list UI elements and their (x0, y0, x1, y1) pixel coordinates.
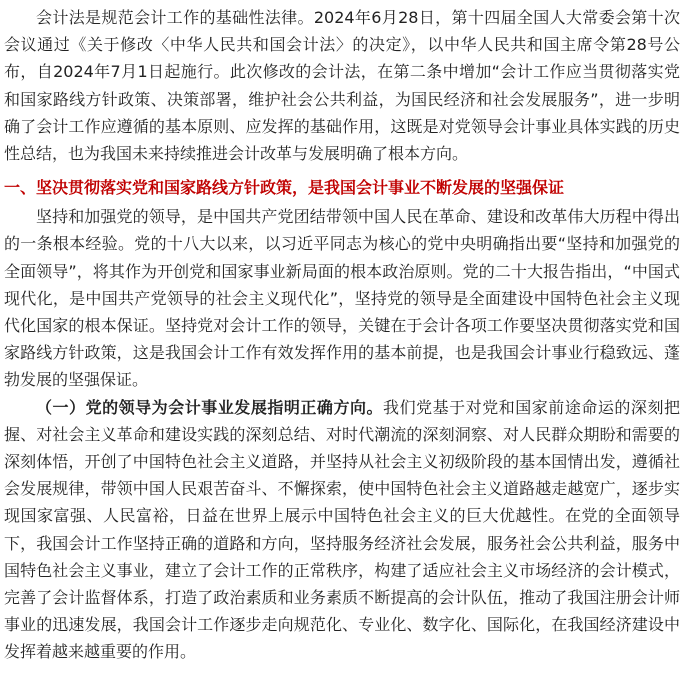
article-body (4, 4, 680, 666)
intro-paragraph: 会计法是规范会计工作的基础性法律。2024年6月28日，第十四届全国人大常委会第十次会议通过《关于修改〈中华人民共和国会计法〉的决定》，以中华人民共和国主席令第28号公布，自2024年7月1日起施行。此次修改的会计法，在第二条中增加“会计工作应当贯彻落实党和国家路线方针政策、决策部署，维护社会公共利益，为国民经济和社会发展服务”，进一步明确了会计工作应遵循的基本原则、应发挥的基础作用，这既是对党领导会计事业具体实践的历史性总结，也为我国未来持续推进会计改革与发展明确了根本方向。 (4, 8, 680, 164)
section-heading: 一、坚决贯彻落实党和国家路线方针政策，是我国会计事业不断发展的坚强保证 (4, 178, 565, 198)
subsection-paragraph (4, 394, 680, 666)
subsection-heading: （一）党的领导为会计事业发展指明正确方向。 (36, 397, 384, 417)
subsection-text: 我们党基于对党和国家前途命运的深刻把握、对社会主义革命和建设实践的深刻总结、对时代潮流的深刻洞察、对人民群众期盼和需要的深刻体悟，开创了中国特色社会主义道路，并坚持从社会主义初级阶段的基本国情出发，遵循社会发展规律，带领中国人民艰苦奋斗、不懈探索，使中国特色社会主义道路越走越宽广，逐步实现国家富强、人民富裕，日益在世界上展示中国特色社会主义的巨大优越性。在党的全面领导下，我国会计工作坚持正确的道路和方向，坚持服务经济社会发展，服务社会公共利益，服务中国特色社会主义事业，建立了会计工作的正常秩序，构建了适应社会主义市场经济的会计模式，完善了会计监督体系，打造了政治素质和业务素质不断提高的会计队伍，推动了我国注册会计师事业的迅速发展，我国会计工作逐步走向规范化、专业化、数字化、国际化，在我国经济建设中发挥着越来越重要的作用。 (4, 397, 680, 662)
section-paragraph: 坚持和加强党的领导，是中国共产党团结带领中国人民在革命、建设和改革伟大历程中得出的一条根本经验。党的十八大以来，以习近平同志为核心的党中央明确指出要“坚持和加强党的全面领导”，将其作为开创党和国家事业新局面的根本政治原则。党的二十大报告指出，“中国式现代化，是中国共产党领导的社会主义现代化”，坚持党的领导是全面建设中国特色社会主义现代化国家的根本保证。坚持党对会计工作的领导，关键在于会计各项工作要坚决贯彻落实党和国家路线方针政策，这是我国会计工作有效发挥作用的基本前提，也是我国会计事业行稳致远、蓬勃发展的坚强保证。 (4, 207, 680, 390)
